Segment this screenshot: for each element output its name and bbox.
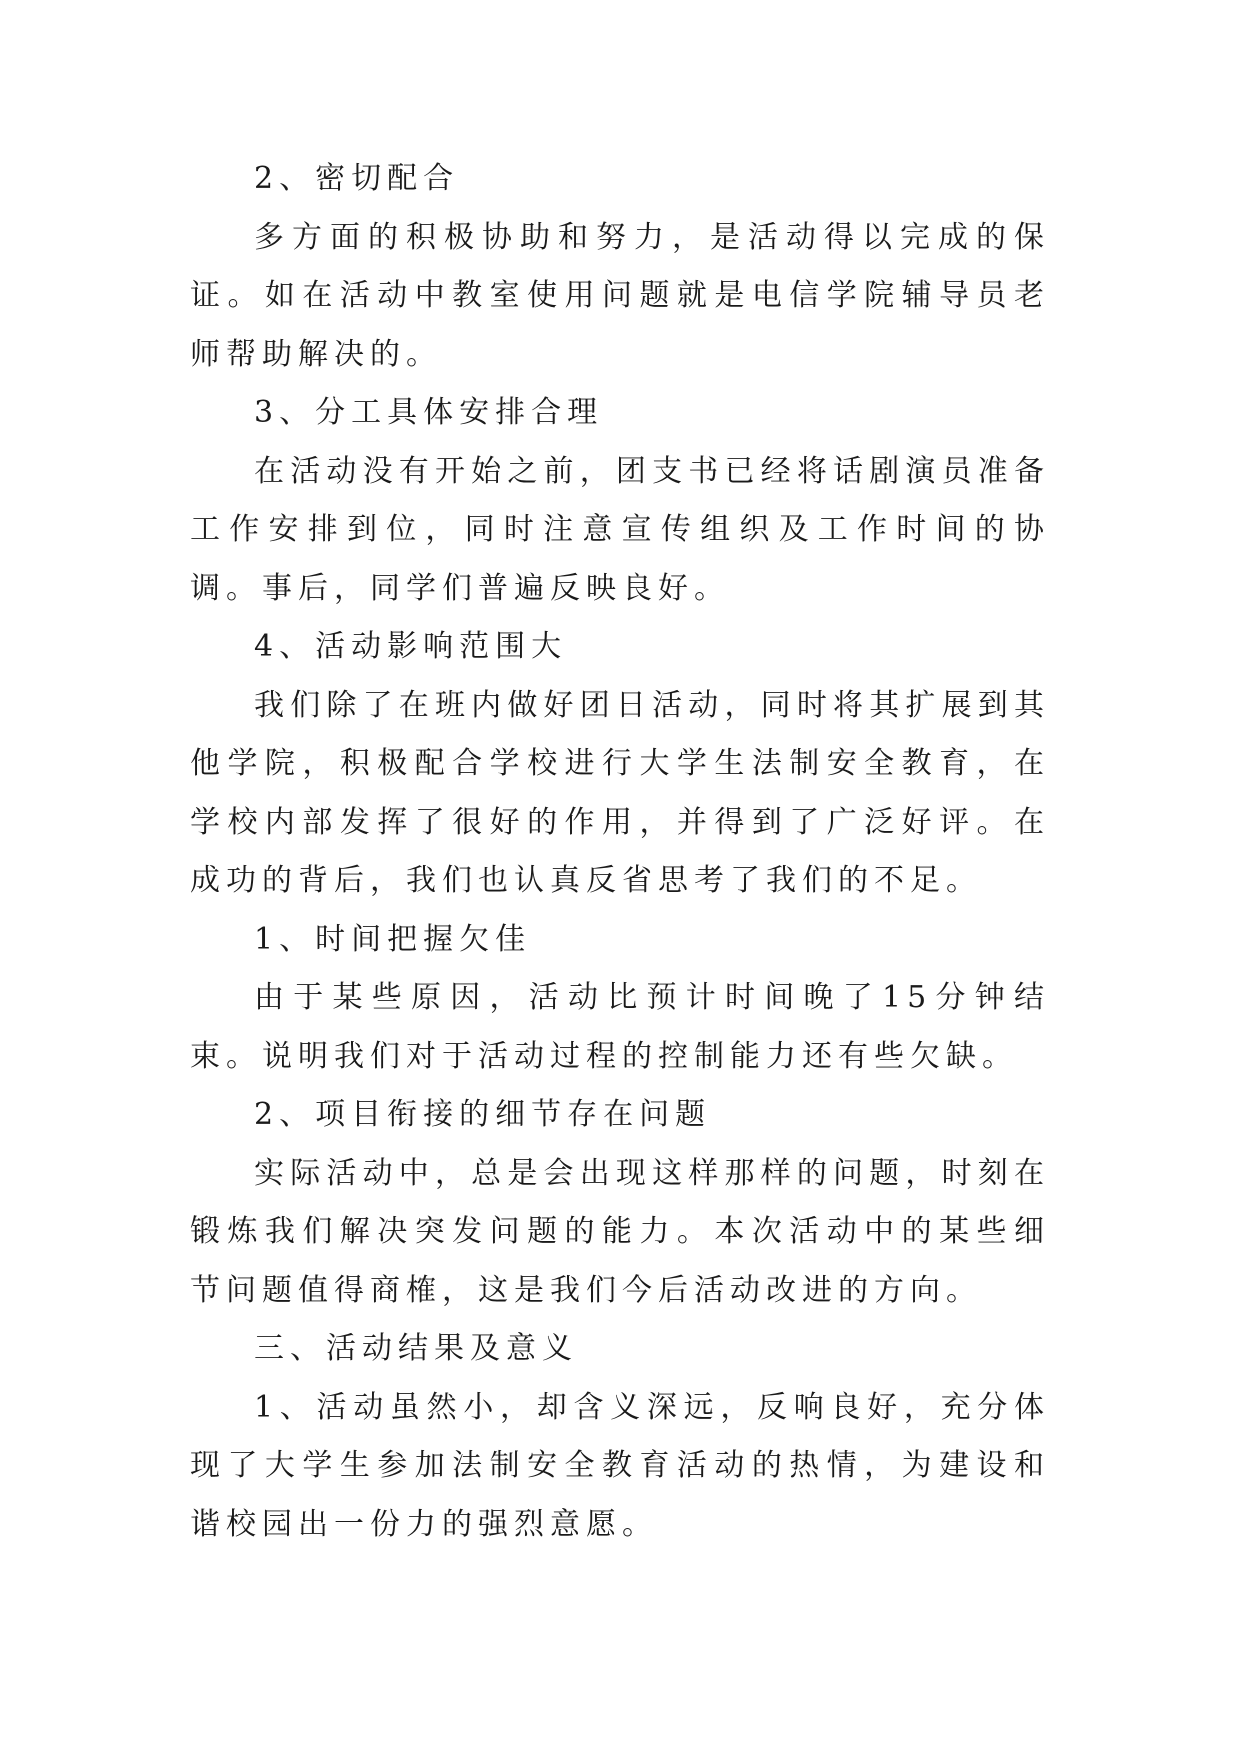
subheading-close-cooperation: 2、密切配合	[254, 161, 460, 196]
subheading-time-management: 1、时间把握欠佳	[254, 921, 532, 957]
paragraph-cooperation: 多方面的积极协助和努力，是活动得以完成的保证。如在活动中教室使用问题就是电信学院辅导员老师帮助解决的。	[190, 219, 1050, 372]
subheading-task-division: 3、分工具体安排合理	[254, 395, 604, 430]
subheading-influence: 4、活动影响范围大	[254, 629, 568, 664]
paragraph-results: 1、活动虽然小，却含义深远，反响良好，充分体现了大学生参加法制安全教育活动的热情，为建设和谐校园出一份力的强烈意愿。	[190, 1389, 1050, 1542]
document-body	[190, 150, 1050, 1554]
paragraph-task-division: 在活动没有开始之前，团支书已经将话剧演员准备工作安排到位，同时注意宣传组织及工作时间的协调。事后，同学们普遍反映良好。	[190, 453, 1050, 606]
subheading-details-issue: 2、项目衔接的细节存在问题	[254, 1097, 712, 1132]
section-heading-results: 三、活动结果及意义	[254, 1331, 578, 1366]
paragraph-details-issue: 实际活动中，总是会出现这样那样的问题，时刻在锻炼我们解决突发问题的能力。本次活动中的某些细节问题值得商榷，这是我们今后活动改进的方向。	[190, 1155, 1050, 1308]
paragraph-influence: 我们除了在班内做好团日活动，同时将其扩展到其他学院，积极配合学校进行大学生法制安全教育，在学校内部发挥了很好的作用，并得到了广泛好评。在成功的背后，我们也认真反省思考了我们的不足。	[190, 687, 1050, 898]
paragraph-time-management: 由于某些原因，活动比预计时间晚了15分钟结束。说明我们对于活动过程的控制能力还有些欠缺。	[190, 980, 1050, 1074]
